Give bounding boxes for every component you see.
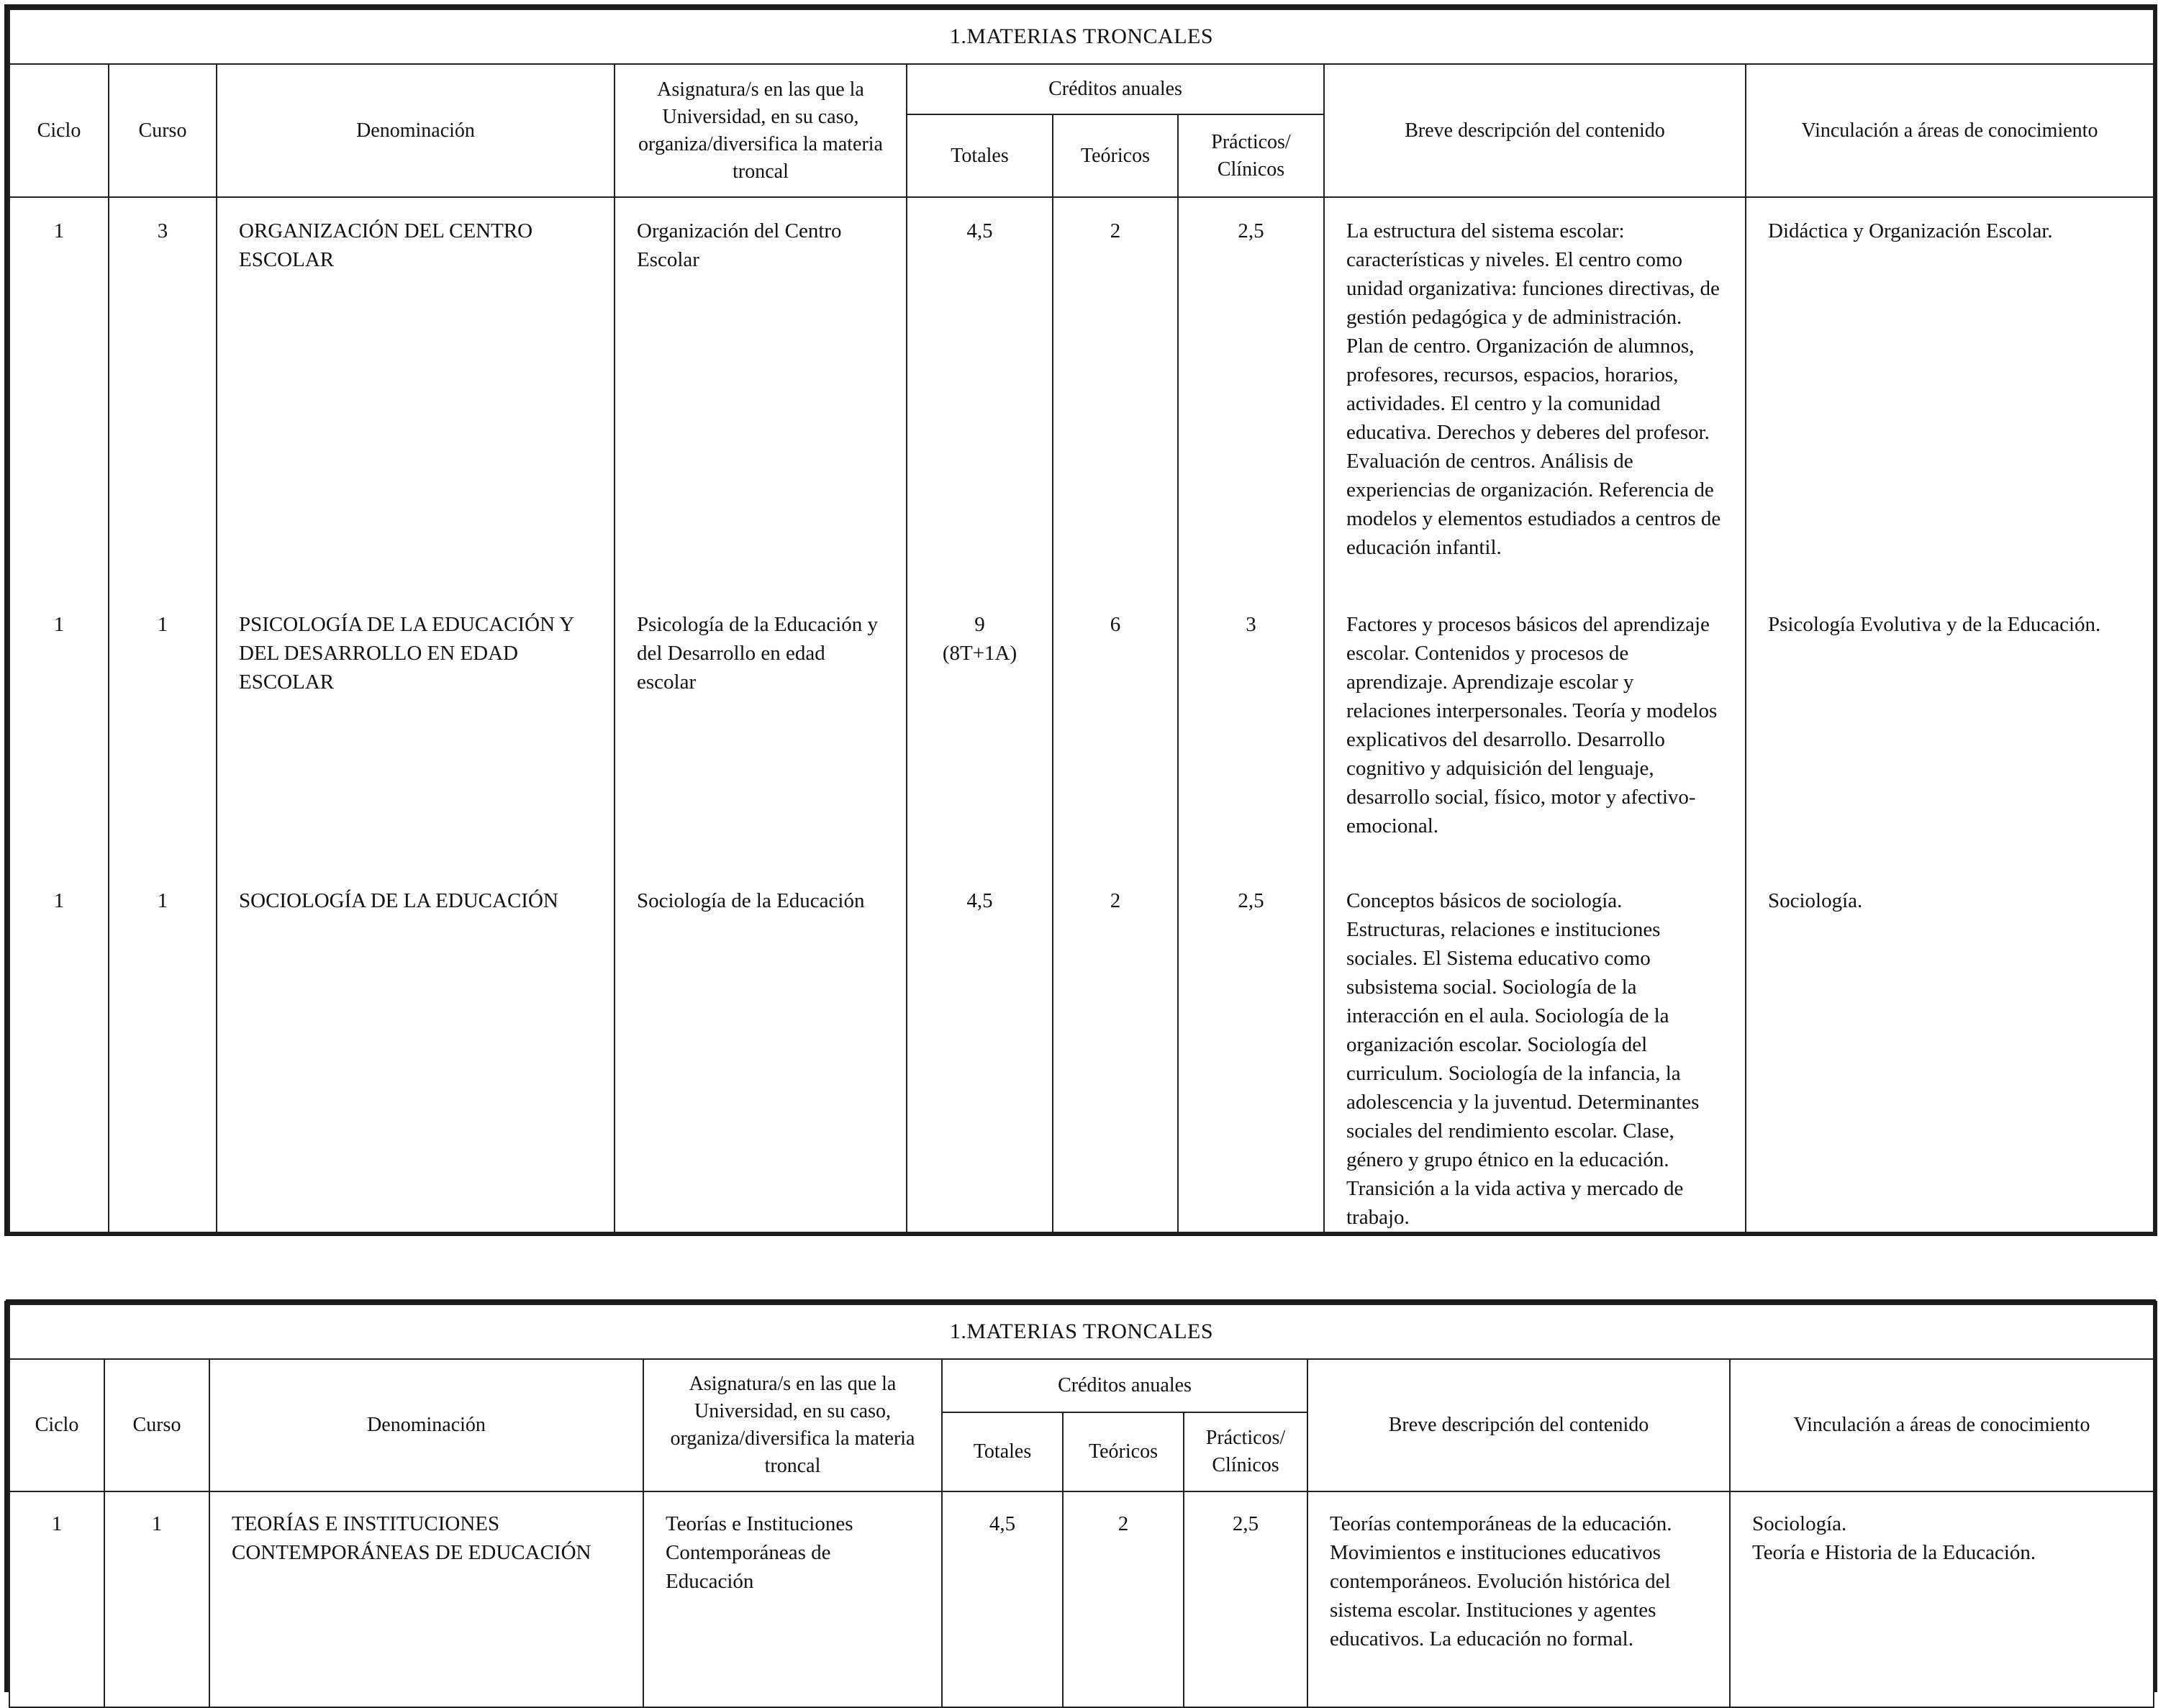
vinculacion-line: Sociología.: [1752, 1512, 1847, 1535]
table-row: [9, 1491, 2154, 1707]
table-title: 1.MATERIAS TRONCALES: [9, 1304, 2154, 1359]
header-teoricos: Teóricos: [1063, 1412, 1184, 1491]
cell-descripcion: Factores y procesos básicos del aprendizaje escolar. Contenidos y procesos de aprendizaje. Aprendizaje escolar y relaciones interpersonales. Teoría y modelos explicativos del desarrollo. Desarrollo cognitivo y adquisición del lenguaje, desarrollo social, físico, motor y afectivo-emocional.: [1324, 591, 1746, 868]
header-creditos: Créditos anuales: [942, 1359, 1307, 1412]
cell-ciclo: 1: [9, 591, 109, 868]
cell-curso: 1: [109, 591, 217, 868]
table1: [9, 9, 2154, 1234]
cell-ciclo: 1: [9, 1491, 104, 1707]
header-teoricos: Teóricos: [1053, 114, 1178, 197]
totales-note: (8T+1A): [942, 642, 1017, 665]
cell-totales: 4,5: [907, 197, 1053, 591]
cell-vinculacion: Didáctica y Organización Escolar.: [1746, 197, 2154, 591]
table-materias-troncales-1: [6, 6, 2156, 1235]
table-row: [9, 197, 2154, 591]
cell-denominacion: TEORÍAS E INSTITUCIONES CONTEMPORÁNEAS DE EDUCACIÓN: [209, 1491, 643, 1707]
cell-teoricos: 2: [1053, 868, 1178, 1233]
vinculacion-line: Teoría e Historia de la Educación.: [1752, 1541, 2036, 1564]
table2: [9, 1304, 2154, 1708]
cell-descripcion: Teorías contemporáneas de la educación. Movimientos e instituciones educativos contemporáneos. Evolución histórica del sistema escolar. Instituciones y agentes educativos. La educación no formal.: [1307, 1491, 1730, 1707]
cell-asignatura: Teorías e Instituciones Contemporáneas de Educación: [643, 1491, 942, 1707]
cell-denominacion: PSICOLOGÍA DE LA EDUCACIÓN Y DEL DESARROLLO EN EDAD ESCOLAR: [217, 591, 615, 868]
cell-ciclo: 1: [9, 868, 109, 1233]
header-descripcion: Breve descripción del contenido: [1324, 64, 1746, 197]
cell-curso: 1: [109, 868, 217, 1233]
cell-vinculacion: [1730, 1491, 2154, 1707]
header-totales: Totales: [942, 1412, 1063, 1491]
cell-teoricos: 6: [1053, 591, 1178, 868]
cell-teoricos: 2: [1053, 197, 1178, 591]
cell-practicos: 2,5: [1178, 868, 1324, 1233]
totales-value: 9: [974, 613, 985, 636]
header-totales: Totales: [907, 114, 1053, 197]
header-curso: Curso: [104, 1359, 209, 1491]
header-ciclo: Ciclo: [9, 1359, 104, 1491]
cell-asignatura: Sociología de la Educación: [615, 868, 907, 1233]
cell-descripcion: La estructura del sistema escolar: características y niveles. El centro como unidad organizativa: funciones directivas, de gestión pedagógica y de administración. Plan de centro. Organización de alumnos, profesores, recursos, espacios, horarios, actividades. El centro y la comunidad educativa. Derechos y deberes del profesor. Evaluación de centros. Análisis de experiencias de organización. Referencia de modelos y elementos estudiados a centros de educación infantil.: [1324, 197, 1746, 591]
cell-totales: [907, 591, 1053, 868]
cell-practicos: 2,5: [1178, 197, 1324, 591]
header-asignatura: Asignatura/s en las que la Universidad, en su caso, organiza/diversifica la materia troncal: [643, 1359, 942, 1491]
cell-totales: 4,5: [942, 1491, 1063, 1707]
cell-teoricos: 2: [1063, 1491, 1184, 1707]
header-denominacion: Denominación: [217, 64, 615, 197]
cell-denominacion: SOCIOLOGÍA DE LA EDUCACIÓN: [217, 868, 615, 1233]
header-asignatura: Asignatura/s en las que la Universidad, en su caso, organiza/diversifica la materia troncal: [615, 64, 907, 197]
cell-vinculacion: Psicología Evolutiva y de la Educación.: [1746, 591, 2154, 868]
cell-ciclo: 1: [9, 197, 109, 591]
header-vinculacion: Vinculación a áreas de conocimiento: [1730, 1359, 2154, 1491]
cell-practicos: 3: [1178, 591, 1324, 868]
table-materias-troncales-2: [6, 1301, 2156, 1692]
cell-vinculacion: Sociología.: [1746, 868, 2154, 1233]
table-row: [9, 868, 2154, 1233]
header-practicos: Prácticos/ Clínicos: [1178, 114, 1324, 197]
cell-descripcion: Conceptos básicos de sociología. Estructuras, relaciones e instituciones sociales. El Sistema educativo como subsistema social. Sociología de la interacción en el aula. Sociología de la organización escolar. Sociología del curriculum. Sociología de la infancia, la adolescencia y la juventud. Determinantes sociales del rendimiento escolar. Clase, género y grupo étnico en la educación. Transición a la vida activa y mercado de trabajo.: [1324, 868, 1746, 1233]
header-vinculacion: Vinculación a áreas de conocimiento: [1746, 64, 2154, 197]
cell-asignatura: Psicología de la Educación y del Desarrollo en edad escolar: [615, 591, 907, 868]
header-ciclo: Ciclo: [9, 64, 109, 197]
header-curso: Curso: [109, 64, 217, 197]
table-row: [9, 591, 2154, 868]
cell-totales: 4,5: [907, 868, 1053, 1233]
header-practicos: Prácticos/ Clínicos: [1184, 1412, 1307, 1491]
cell-asignatura: Organización del Centro Escolar: [615, 197, 907, 591]
cell-denominacion: ORGANIZACIÓN DEL CENTRO ESCOLAR: [217, 197, 615, 591]
header-creditos: Créditos anuales: [907, 64, 1324, 114]
header-descripcion: Breve descripción del contenido: [1307, 1359, 1730, 1491]
header-denominacion: Denominación: [209, 1359, 643, 1491]
cell-curso: 3: [109, 197, 217, 591]
table-title: 1.MATERIAS TRONCALES: [9, 9, 2154, 64]
cell-practicos: 2,5: [1184, 1491, 1307, 1707]
cell-curso: 1: [104, 1491, 209, 1707]
